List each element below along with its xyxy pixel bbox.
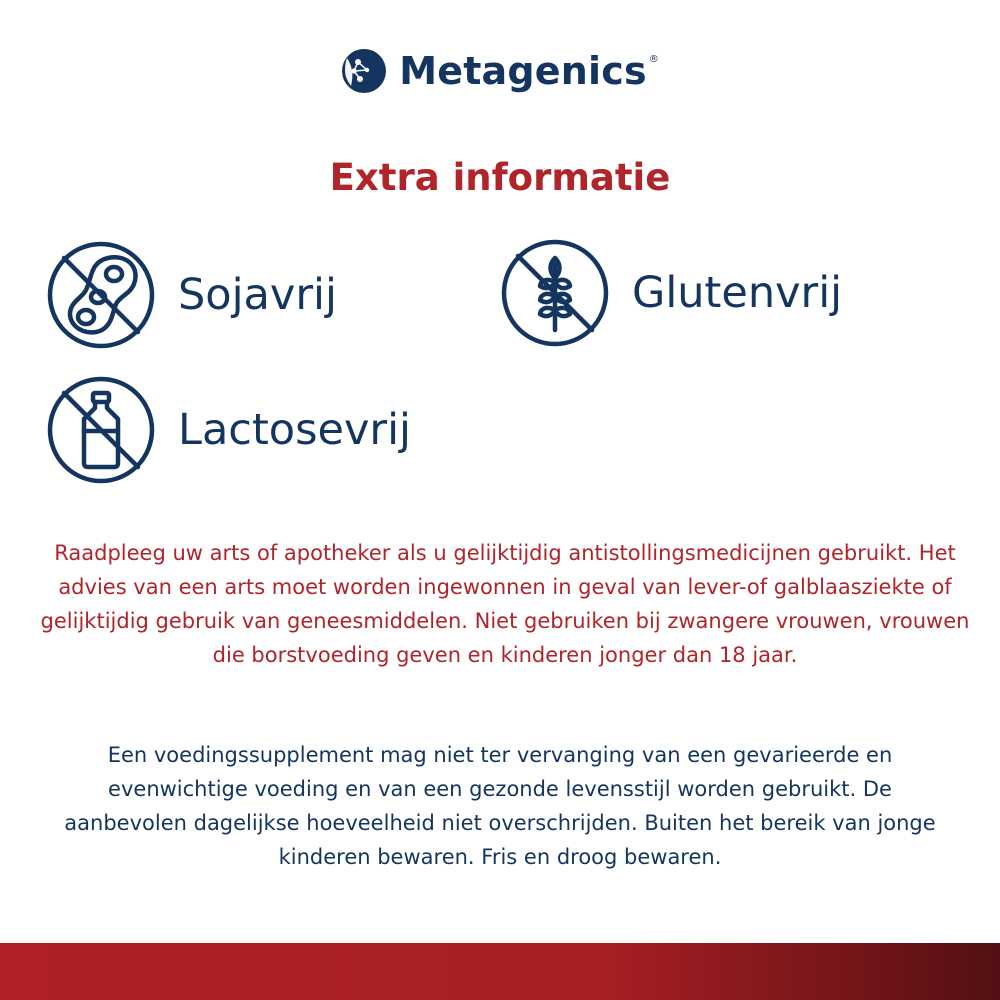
no-gluten-icon	[500, 238, 610, 348]
registered-mark: ®	[648, 54, 659, 65]
badge-label-soy-free: Sojavrij	[178, 270, 337, 320]
badge-label-gluten-free: Glutenvrij	[632, 268, 843, 318]
page-title: Extra informatie	[329, 156, 671, 199]
badge-lactose-free	[46, 375, 411, 485]
footer-bar	[0, 943, 1000, 1000]
brand-name: Metagenics	[399, 49, 647, 93]
metagenics-logo-icon	[341, 48, 387, 94]
badge-label-lactose-free: Lactosevrij	[178, 405, 411, 455]
badge-gluten-free	[500, 238, 842, 348]
brand-logo	[0, 48, 1000, 94]
badge-soy-free	[46, 240, 337, 350]
no-soy-icon	[46, 240, 156, 350]
no-lactose-icon	[46, 375, 156, 485]
disclaimer-text: Een voedingssupplement mag niet ter vervanging van een gevarieerde en evenwichtige voeding en van een gezonde levensstijl worden gebruikt. De aanbevolen dagelijkse hoeveelheid niet overschrijden. Buiten het bereik van jonge kinderen bewaren. Fris en droog bewaren.	[64, 743, 936, 869]
warning-text: Raadpleeg uw arts of apotheker als u gelijktijdig antistollingsmedicijnen gebruikt. Het advies van een arts moet worden ingewonnen in geval van lever-of galblaasziekte of gelijktijdig gebruik van geneesmiddelen. Niet gebruiken bij zwangere vrouwen, vrouwen die borstvoeding geven en kinderen jonger dan 18 jaar.	[40, 541, 970, 667]
